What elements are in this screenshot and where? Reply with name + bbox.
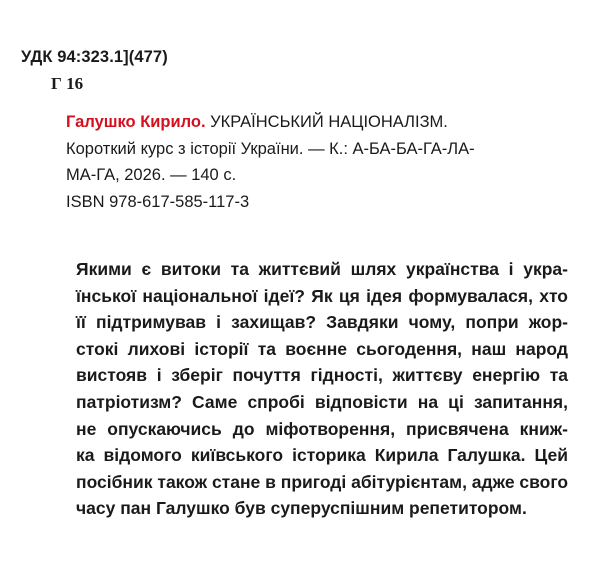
annotation-line: її підтримував і захищав? Завдяки чому, попри жор- — [76, 312, 568, 333]
annotation-line: вистояв і зберіг почуття гідності, життєву енергію та — [76, 365, 568, 386]
biblio-subtitle-line: Короткий курс з історії України. — К.: А-БА-БА-ГА-ЛА- — [66, 139, 475, 158]
biblio-publisher-line: МА-ГА, 2026. — 140 с. — [66, 166, 237, 184]
annotation-line: патріотизм? Саме спробі відповісти на ці запитання, — [76, 391, 568, 412]
annotation-line: стокі лихові історії та воєнне сьогодення, наш народ — [76, 338, 568, 359]
annotation-line: ка відомого київського історика Кирила Галушка. Цей — [76, 445, 568, 466]
bibliographic-record — [66, 109, 566, 215]
annotation-line: часу пан Галушко був суперуспішним репетитором. — [76, 498, 527, 519]
annotation-line: Якими є витоки та життєвий шлях українства і укра- — [76, 259, 568, 279]
annotation-line: посібник також стане в пригоді абітурієнтам, адже свого — [76, 471, 569, 492]
isbn: ISBN 978-617-585-117-3 — [66, 192, 250, 211]
annotation-paragraph — [76, 256, 568, 522]
annotation-line: їнської національної ідеї? Як ця ідея формувалася, хто — [76, 285, 568, 306]
author-mark: Г 16 — [51, 74, 84, 93]
udc-classification: УДК 94:323.1](477) — [21, 48, 168, 66]
annotation-line: не опускаючись до міфотворення, присвячена книж- — [76, 418, 568, 439]
book-title: УКРАЇНСЬКИЙ НАЦІОНАЛІЗМ. — [205, 113, 448, 131]
author-name: Галушко Кирило. — [66, 113, 206, 131]
biblio-title-line — [66, 109, 566, 136]
